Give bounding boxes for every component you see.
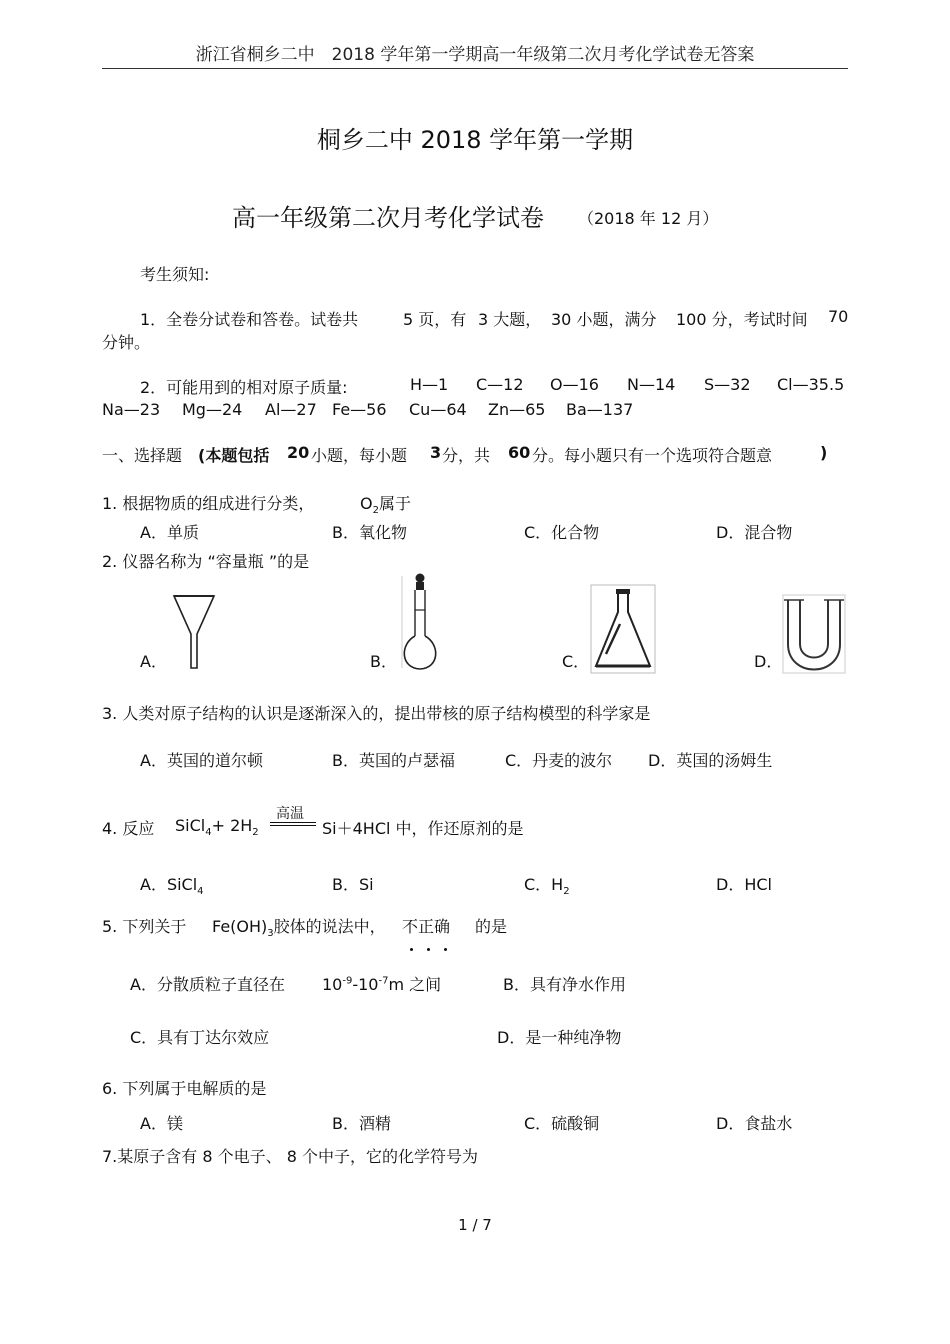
- q7-stem: 7.某原子含有 8 个电子、 8 个中子，它的化学符号为: [102, 1147, 478, 1166]
- notice1-text-b: 5 页，有: [403, 310, 467, 329]
- q2-option-b: B．: [370, 652, 397, 671]
- mass-cl: Cl—35.5: [777, 375, 845, 394]
- q3-option-a: A．英国的道尔顿: [140, 751, 263, 770]
- mass-s: S—32: [704, 375, 751, 394]
- q5-option-c: C．具有丁达尔效应: [130, 1028, 270, 1047]
- q4-reactants: SiCl$_4$+ $2H_2$: [175, 816, 259, 839]
- q2-stem: 2. 仪器名称为 “容量瓶 ”的是: [102, 552, 310, 571]
- notice1-text-e: 100 分，考试时间: [676, 310, 808, 329]
- q4-option-d: D．HCl: [716, 875, 772, 894]
- mass-al: Al—27: [265, 400, 317, 419]
- section1-e: 3: [430, 443, 442, 462]
- q6-stem: 6. 下列属于电解质的是: [102, 1079, 267, 1098]
- q6-option-b: B．酒精: [332, 1114, 391, 1133]
- section1-c: 20: [287, 443, 310, 462]
- q2-option-d: D．: [754, 652, 783, 671]
- funnel-figure: [170, 592, 218, 672]
- u-tube-figure: [782, 594, 846, 674]
- q4-equals-sign: [270, 822, 316, 826]
- notice1-text-g: 分钟。: [102, 333, 151, 352]
- notice1-text-d: 30 小题，满分: [551, 310, 657, 329]
- q1-stem: 1. 根据物质的组成进行分类，: [102, 494, 315, 513]
- section1-h: 分。每小题只有一个选项符合题意: [532, 446, 773, 465]
- q2-option-a: A．: [140, 652, 167, 671]
- notice1-text-a: 1．全卷分试卷和答卷。试卷共: [140, 310, 359, 329]
- q3-stem: 3. 人类对原子结构的认识是逐渐深入的，提出带核的原子结构模型的科学家是: [102, 704, 651, 723]
- section1-i: ): [820, 443, 828, 462]
- q4-stem: 4. 反应: [102, 819, 155, 838]
- q3-option-b: B．英国的卢瑟福: [332, 751, 455, 770]
- q5-negation: 不正确: [402, 917, 451, 936]
- volumetric-flask-figure: [398, 572, 442, 674]
- q5-emphasis-dots: [403, 930, 454, 951]
- title-date: （2018 年 12 月）: [578, 209, 719, 228]
- q2-option-c: C．: [562, 652, 590, 671]
- q1-option-d: D．混合物: [716, 523, 793, 542]
- q4-option-b: B．Si: [332, 875, 374, 894]
- q5-stem: 5. 下列关于: [102, 917, 187, 936]
- mass-zn: Zn—65: [488, 400, 546, 419]
- title-line1: 桐乡二中 2018 学年第一学期: [316, 126, 634, 154]
- mass-mg: Mg—24: [182, 400, 243, 419]
- conical-flask-figure: [590, 584, 656, 674]
- section1-f: 分，共: [442, 446, 491, 465]
- q6-option-d: D．食盐水: [716, 1114, 793, 1133]
- section1-label: 一、选择题: [102, 446, 183, 465]
- q1-option-b: B．氧化物: [332, 523, 407, 542]
- notice2-text: 2．可能用到的相对原子质量:: [140, 378, 348, 397]
- mass-o: O—16: [550, 375, 599, 394]
- q1-formula: $O_2$属于: [360, 494, 411, 517]
- q4-option-c: C．$H_2$: [524, 875, 570, 898]
- q5-option-a-text: A．分散质粒子直径在: [130, 975, 285, 994]
- mass-cu: Cu—64: [409, 400, 467, 419]
- q5-option-a-value: $10^{-9}-10^{-7}m$ 之间: [322, 975, 442, 994]
- section1-b: (本题包括: [198, 446, 270, 465]
- q6-option-c: C．硫酸铜: [524, 1114, 600, 1133]
- title-line2: 高一年级第二次月考化学试卷: [232, 204, 544, 232]
- q4-condition: 高温: [276, 806, 304, 822]
- section1-g: 60: [508, 443, 531, 462]
- notice1-text-f: 70: [828, 307, 849, 326]
- q5-formula: $Fe(OH)_3$胶体的说法中，: [212, 917, 386, 940]
- q3-option-c: C．丹麦的波尔: [505, 751, 613, 770]
- q3-option-d: D．英国的汤姆生: [648, 751, 773, 770]
- header-rule: [102, 68, 848, 69]
- q6-option-a: A．镁: [140, 1114, 183, 1133]
- mass-h: H—1: [410, 375, 449, 394]
- notice-heading: 考生须知:: [140, 265, 210, 284]
- notice1-text-c: 3 大题，: [478, 310, 542, 329]
- q5-option-b: B．具有净水作用: [503, 975, 626, 994]
- q1-option-c: C．化合物: [524, 523, 600, 542]
- q4-products: Si＋4HCl 中，作还原剂的是: [322, 819, 524, 838]
- mass-na: Na—23: [102, 400, 161, 419]
- mass-n: N—14: [627, 375, 676, 394]
- page-header: 浙江省桐乡二中 2018 学年第一学期高一年级第二次月考化学试卷无答案: [195, 45, 755, 65]
- q5-end: 的是: [475, 917, 508, 936]
- mass-ba: Ba—137: [566, 400, 634, 419]
- q4-option-a: A．SiCl$_4$: [140, 875, 204, 898]
- mass-c: C—12: [476, 375, 524, 394]
- q1-option-a: A．单质: [140, 523, 199, 542]
- mass-fe: Fe—56: [332, 400, 387, 419]
- section1-d: 小题，每小题: [311, 446, 408, 465]
- q5-option-d: D．是一种纯净物: [497, 1028, 622, 1047]
- page-number: 1 / 7: [458, 1216, 492, 1234]
